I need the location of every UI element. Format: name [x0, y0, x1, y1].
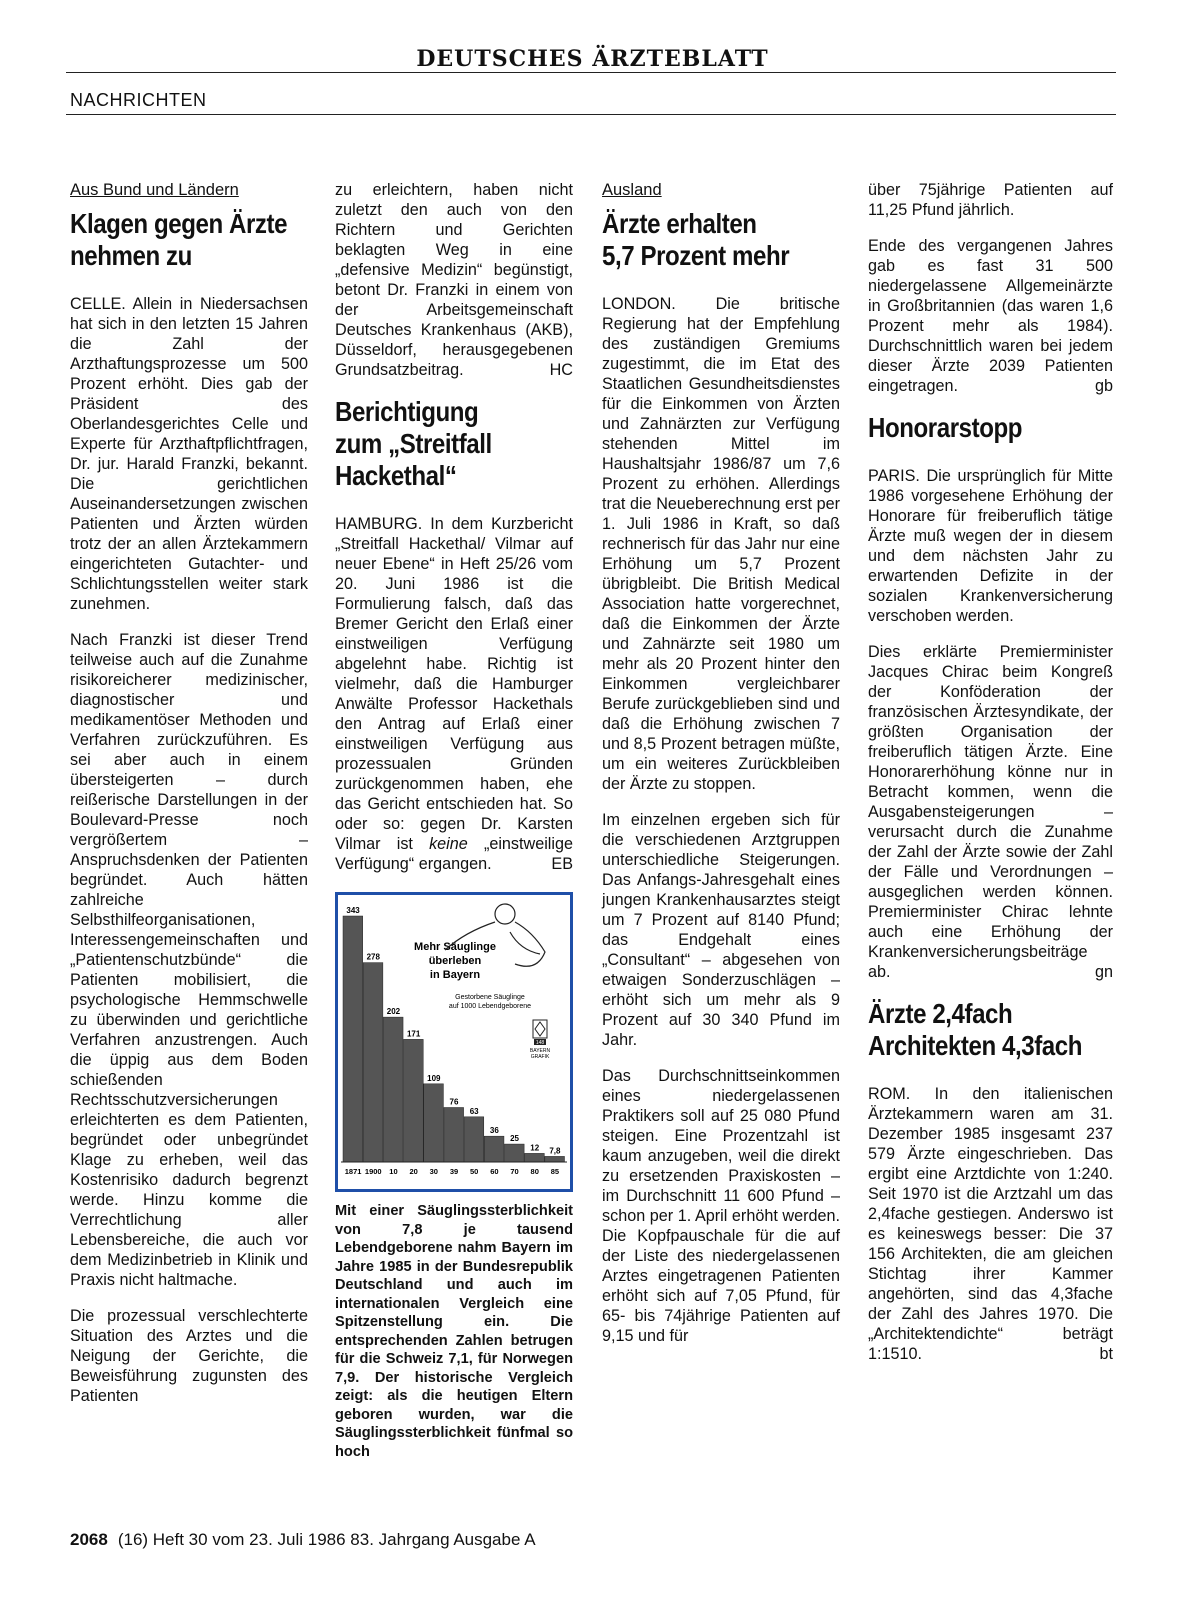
- chart-tick-label: 50: [470, 1167, 479, 1176]
- section-label: NACHRICHTEN: [70, 90, 207, 110]
- headline-line: Klagen gegen Ärzte: [70, 208, 288, 239]
- headline-klagen: [70, 208, 288, 272]
- kicker-bund-laender: Aus Bund und Ländern: [70, 181, 239, 199]
- infant-mortality-chart: [335, 892, 573, 1192]
- paragraph-text: HAMBURG. In dem Kurzbericht „Streitfall Hackethal/ Vilmar auf neuer Ebene“ in Heft 25/26 vom 20. Juni 1986 ist die Formulierung falsch, daß das Bremer Gericht den Erlaß einer einstweiligen Verfügung abgelehnt habe. Richtig ist vielmehr, daß die Hamburger Anwälte Professor Hackethals den Antrag auf Erlaß einer einstweiligen Verfügung aus prozessualen Gründen zurückgenommen haben, ehe das Gericht entschieden hat. So oder so: gegen Dr. Karsten Vilmar ist: [335, 515, 573, 853]
- author-initials: gn: [1094, 963, 1113, 981]
- paragraph: Nach Franzki ist dieser Trend teilweise auch auf die Zunahme risikoreicherer medizinischer, diagnostischer und medikamentöser Methoden und Verfahren zurückzuführen. Es sei aber auch in einem übersteigerten – durch reißerische Darstellungen in der Boulevard-Presse noch vergrößertem – Anspruchsdenken der Patienten begründet. Auch hätten zahlreiche Selbsthilfeorganisationen, Interessengemeinschaften und „Patientenschutzbünde“ die Patienten mobilisiert, die psychologische Hemmschwelle zu überwinden und gerichtliche Verfahren anzustrengen. Auch die üppig aus dem Boden schießenden Rechtsschutzversicherungen erleichterten es dem Patienten, begründet oder unbegründet Klage zu erheben, weil das Kostenrisiko dadurch begrenzt werde. Hinzu komme die Verrechtlichung aller Lebensbereiche, die auch vor dem Medizinbetrieb in Klinik und Praxis nicht haltmache.: [70, 631, 308, 1289]
- chart-svg: [335, 892, 573, 1192]
- chart-subtitle-line: Gestorbene Säuglinge: [455, 994, 525, 1001]
- headline-line: Berichtigung: [335, 396, 479, 427]
- chart-bar: [504, 1144, 524, 1162]
- chart-tick-label: 80: [530, 1167, 539, 1176]
- page-footer: [70, 1530, 536, 1550]
- paragraph: Das Durchschnittseinkommen eines niedergelassenen Praktikers soll auf 25 080 Pfund steigen. Eine Prozentzahl ist kaum anzugeben, weil die direkt zu ersetzenden Praxiskosten – im Durchschnitt 11 600 Pfund – schon per 1. April erhöht werden. Die Kopfpauschale für die auf der Liste des niedergelassenen Arztes eingetragenen Patienten erhöht sich auf 7,05 Pfund, für 65- bis 74jährige Patienten auf 9,15 und für: [602, 1067, 840, 1345]
- chart-bar: [343, 916, 363, 1162]
- chart-tick-label: 85: [550, 1167, 560, 1176]
- paragraph-text: Dies erklärte Premierminister Jacques Chirac beim Kongreß der Konföderation der französischen Ärztesyndikate, der größten Organisation der freiberuflich tätigen Ärzte. Eine Honorarerhöhung könne nur in Betracht kommen, wenn die Ausgabensteigerungen – verursacht durch die Zunahme der Zahl der Ärzte sowie der Zahl der Fälle und Verordnungen – ausgeglichen werden können. Premierminister Chirac lehnte auch eine Erhöhung der Krankenversicherungsbeiträge ab.: [868, 643, 1113, 981]
- chart-tick-label: 60: [490, 1167, 499, 1176]
- paragraph: über 75jährige Patienten auf 11,25 Pfund jährlich.: [868, 181, 1113, 219]
- paragraph-text: Ende des vergangenen Jahres gab es fast 31 500 niedergelassene Allgemeinärzte in Großbritannien (das waren 1,6 Prozent mehr als 1984). Durchschnittlich waren bei jedem dieser Ärzte 2039 Patienten eingetragen.: [868, 237, 1113, 395]
- paragraph: [868, 1084, 1113, 1364]
- chart-value-label: 36: [489, 1126, 499, 1136]
- headline-line: 5,7 Prozent mehr: [602, 240, 790, 271]
- chart-value-label: 171: [406, 1029, 421, 1039]
- chart-credit: BAYERN: [529, 1048, 551, 1054]
- headline-aerzte-architekten: [868, 998, 1082, 1062]
- chart-title-line: Mehr Säuglinge: [414, 941, 496, 953]
- chart-title-line: überleben: [428, 955, 482, 967]
- chart-value-label: 12: [530, 1143, 540, 1153]
- issue-info: (16) Heft 30 vom 23. Juli 1986 83. Jahrgang Ausgabe A: [117, 1530, 536, 1549]
- emphasis: keine: [429, 835, 468, 853]
- page-number: 2068: [70, 1530, 108, 1549]
- paragraph: [868, 642, 1113, 982]
- headline-berichtigung: [335, 396, 540, 492]
- headline-line: Ärzte 2,4fach: [868, 998, 1013, 1029]
- chart-title-line: in Bayern: [429, 969, 481, 981]
- headline-line: Ärzte erhalten: [602, 208, 757, 239]
- paragraph: [335, 180, 573, 380]
- paragraph-text: „einstweilige Verfügung“ ergangen.: [335, 835, 574, 873]
- chart-bar: [383, 1017, 403, 1162]
- chart-bar: [484, 1136, 504, 1162]
- chart-bar: [464, 1117, 484, 1162]
- section-rule: [66, 114, 1116, 115]
- headline-aerzte-erhalten: [602, 208, 807, 272]
- chart-tick-label: 1871: [344, 1167, 362, 1176]
- column-1: [70, 180, 308, 1422]
- chart-caption: Mit einer Säuglingssterblichkeit von 7,8 je tausend Lebendgeborene nahm Bayern im Jahre 1985 in der Bundesrepublik Deutschland und auch im internationalen Vergleich eine Spitzenstellung ein. Die entsprechenden Zahlen betrugen für die Schweiz 7,1, für Norwegen 7,9. Der historische Vergleich zeigt: als die heutigen Eltern geboren wurden, war die Säuglingssterblichkeit fünfmal so hoch: [335, 1203, 573, 1460]
- chart-value-label: 343: [346, 906, 360, 915]
- column-4: [868, 180, 1113, 1380]
- column-3: [602, 180, 840, 1362]
- author-initials: bt: [1099, 1345, 1113, 1363]
- chart-credit: GRAFIK: [530, 1054, 550, 1060]
- chart-value-label: 278: [366, 952, 380, 962]
- masthead-rule: [66, 72, 1116, 73]
- paragraph: [335, 514, 573, 874]
- chart-tick-label: 10: [389, 1167, 398, 1176]
- headline-line: Architekten 4,3fach: [868, 1030, 1082, 1061]
- chart-tick-label: 70: [510, 1167, 519, 1176]
- chart-bar: [545, 1156, 565, 1162]
- chart-tick-label: 20: [409, 1167, 418, 1176]
- paragraph: Die prozessual verschlechterte Situation des Arztes und die Neigung der Gerichte, die Beweisführung zugunsten des Patienten: [70, 1307, 308, 1405]
- paragraph: [868, 236, 1113, 396]
- chart-bar: [404, 1039, 424, 1162]
- chart-bar: [424, 1084, 444, 1162]
- chart-value-label: 63: [469, 1106, 479, 1116]
- chart-tick-label: 30: [429, 1167, 438, 1176]
- chart-value-label: 109: [427, 1073, 441, 1083]
- author-initials: gb: [1094, 377, 1113, 395]
- headline-line: nehmen zu: [70, 240, 192, 271]
- chart-value-label: 76: [449, 1097, 459, 1107]
- chart-tick-label: 1900: [364, 1167, 382, 1176]
- chart-badge: 148: [535, 1040, 545, 1046]
- paragraph-text: zu erleichtern, haben nicht zuletzt den auch von den Richtern und Gerichten beklagten Weg in eine „defensive Medizin“ begünstigt, betont Dr. Franzki in einem von der Arbeitsgemeinschaft Deutsches Krankenhaus (AKB), Düsseldorf, herausgegebenen Grundsatzbeitrag.: [335, 181, 573, 379]
- chart-bar: [444, 1107, 464, 1162]
- masthead: DEUTSCHES ÄRZTEBLATT: [416, 46, 769, 72]
- kicker-ausland: Ausland: [602, 181, 662, 199]
- column-2: [335, 180, 573, 1461]
- chart-value-label: 202: [386, 1007, 401, 1017]
- chart-bar: [363, 963, 383, 1162]
- paragraph: CELLE. Allein in Niedersachsen hat sich in den letzten 15 Jahren die Zahl der Arzthaftungsprozesse um 500 Prozent erhöht. Dies gab der Präsident des Oberlandesgerichtes Celle und Experte für Arzthaftpflichtfragen, Dr. jur. Harald Franzki, bekannt. Die gerichtlichen Auseinandersetzungen zwischen Patienten und Ärzten würden trotz der an allen Ärztekammern eingerichteten Gutachter- und Schlichtungsstellen weiter stark zunehmen.: [70, 295, 308, 613]
- paragraph: LONDON. Die britische Regierung hat der Empfehlung des zuständigen Gremiums zugestimmt, die im Etat des Staatlichen Gesundheitsdienstes für die Einkommen von Ärzten und Zahnärzten zur Verfügung stehenden Mittel im Haushaltsjahr 1986/87 um 7,6 Prozent zu erhöhen. Allerdings trat die Neueberechnung erst per 1. Juli 1986 in Kraft, so daß rechnerisch für das Jahr nur eine Erhöhung um 5,7 Prozent übrigbleibt. Die British Medical Association hatte vorgerechnet, daß die Einkommen der Ärzte und Zahnärzte seit 1980 um mehr als 20 Prozent hinter den Einkommen vergleichbarer Berufe zurückgeblieben sind und daß die Erhöhung zwischen 7 und 8,5 Prozent betragen müßte, um ein weiteres Zurückbleiben der Ärzte zu stoppen.: [602, 295, 840, 793]
- paragraph: PARIS. Die ursprünglich für Mitte 1986 vorgesehene Erhöhung der Honorare für freiberuflich tätige Ärzte muß wegen der in diesem und dem nächsten Jahr zu erwartenden Defizite in der sozialen Krankenversicherung verschoben werden.: [868, 467, 1113, 625]
- chart-value-label: 25: [510, 1134, 519, 1144]
- paragraph: Im einzelnen ergeben sich für die verschiedenen Arztgruppen unterschiedliche Steigerungen. Das Anfangs-Jahresgehalt eines jungen Krankenhausarztes steigt um 7 Prozent auf 8140 Pfund; das Endgehalt eines „Consultant“ – abgesehen von etwaigen Sonderzuschlägen – erhöht sich um mehr als 9 Prozent auf 30 340 Pfund im Jahr.: [602, 811, 840, 1049]
- headline-honorarstopp: Honorarstopp: [868, 412, 1023, 443]
- chart-subtitle-line: auf 1000 Lebendgeborene: [448, 1003, 532, 1010]
- chart-value-label: 7,8: [549, 1146, 561, 1156]
- paragraph-text: ROM. In den italienischen Ärztekammern waren am 31. Dezember 1985 insgesamt 237 579 Ärzte eingeschrieben. Das ergibt eine Arztdichte von 1:240. Seit 1970 ist die Arztzahl um das 2,4fache gestiegen. Anderswo ist es keineswegs besser: Die 37 156 Architekten, die am gleichen Stichtag ihrer Kammer angehörten, sind das 4,3fache der Zahl des Jahres 1970. Die „Architektendichte“ beträgt 1:1510.: [868, 1085, 1113, 1363]
- author-initials: HC: [549, 361, 573, 379]
- chart-bar: [525, 1153, 545, 1162]
- chart-tick-label: 39: [449, 1167, 459, 1176]
- headline-line: Hackethal“: [335, 460, 457, 491]
- author-initials: EB: [551, 855, 573, 873]
- headline-line: zum „Streitfall: [335, 428, 492, 459]
